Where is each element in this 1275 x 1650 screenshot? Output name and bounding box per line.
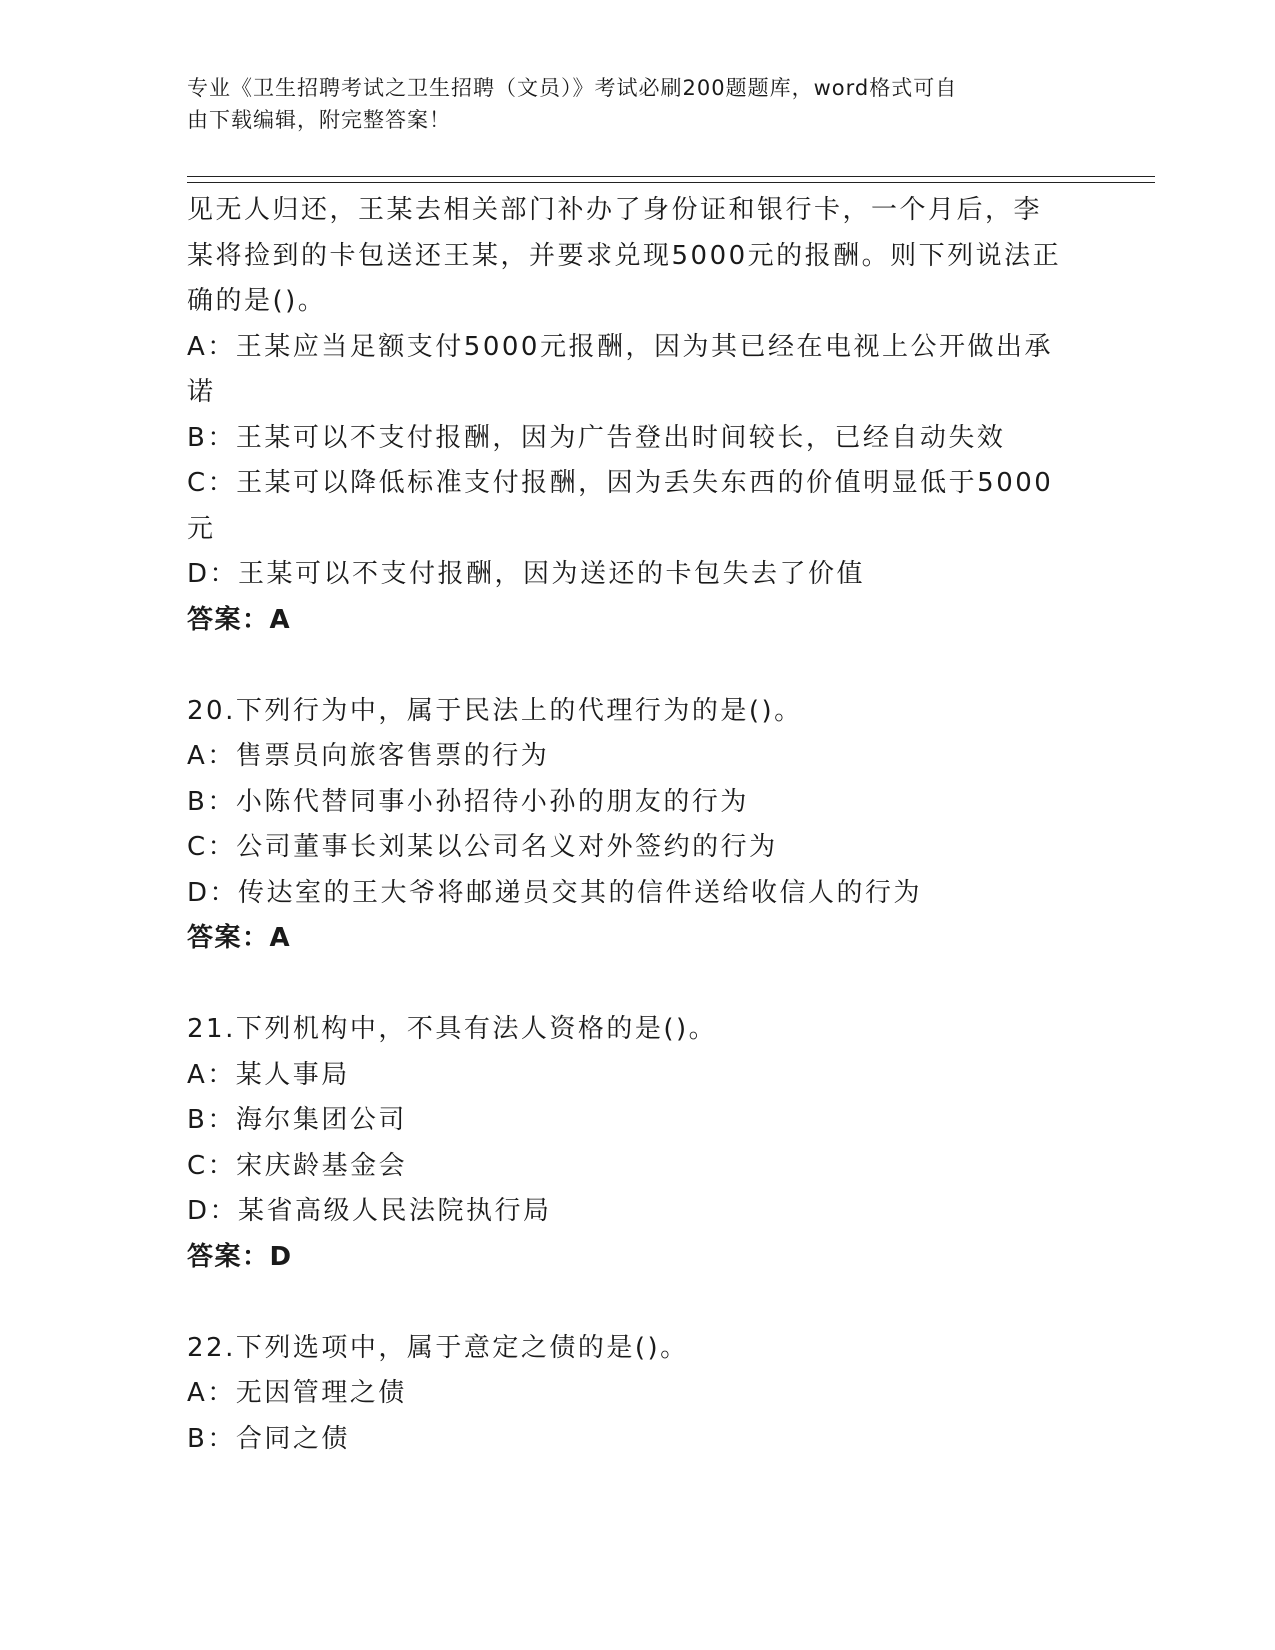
header-title-line-1: 专业《卫生招聘考试之卫生招聘（文员）》考试必刷200题题库，word格式可自	[187, 76, 958, 100]
question-19	[187, 188, 1087, 643]
option-a: A：售票员向旅客售票的行为	[187, 741, 550, 771]
option-d: D：王某可以不支付报酬，因为送还的卡包失去了价值	[187, 559, 866, 589]
option-b: B：小陈代替同事小孙招待小孙的朋友的行为	[187, 786, 749, 817]
option-b: B：海尔集团公司	[187, 1105, 407, 1135]
spacer	[187, 1280, 1087, 1326]
answer: 答案：A	[187, 923, 292, 953]
option-a: A：王某应当足额支付5000元报酬，因为其已经在电视上公开做出承	[187, 331, 1053, 362]
option-d: D：传达室的王大爷将邮递员交其的信件送给收信人的行为	[187, 877, 923, 908]
spacer	[187, 643, 1087, 689]
option-c: C：王某可以降低标准支付报酬，因为丢失东西的价值明显低于5000	[187, 468, 1054, 498]
question-stem: 21.下列机构中，不具有法人资格的是()。	[187, 1014, 718, 1044]
question-stem-line: 见无人归还，王某去相关部门补办了身份证和银行卡，一个月后，李	[187, 195, 1043, 225]
option-c: C：宋庆龄基金会	[187, 1150, 408, 1181]
option-a: A：某人事局	[187, 1059, 350, 1090]
question-stem: 20.下列行为中，属于民法上的代理行为的是()。	[187, 695, 803, 726]
question-21	[187, 1007, 1087, 1280]
option-c-continued: 元	[187, 513, 216, 544]
option-b: B：合同之债	[187, 1423, 350, 1454]
option-d: D：某省高级人民法院执行局	[187, 1196, 552, 1226]
question-stem-line: 确的是()。	[187, 286, 327, 316]
question-stem: 22.下列选项中，属于意定之债的是()。	[187, 1332, 689, 1363]
question-list	[187, 188, 1087, 1462]
header-divider-top	[187, 176, 1155, 177]
question-22	[187, 1326, 1087, 1463]
question-20	[187, 689, 1087, 962]
answer: 答案：D	[187, 1241, 293, 1272]
header-divider-bottom	[187, 182, 1155, 183]
spacer	[187, 962, 1087, 1008]
document-header	[187, 72, 1067, 136]
option-a: A：无因管理之债	[187, 1378, 407, 1408]
option-a-continued: 诺	[187, 377, 216, 407]
answer: 答案：A	[187, 604, 292, 635]
option-c: C：公司董事长刘某以公司名义对外签约的行为	[187, 832, 778, 862]
option-b: B：王某可以不支付报酬，因为广告登出时间较长，已经自动失效	[187, 422, 1006, 453]
header-title-line-2: 由下载编辑，附完整答案！	[187, 108, 451, 132]
question-stem-line: 某将捡到的卡包送还王某，并要求兑现5000元的报酬。则下列说法正	[187, 240, 1062, 271]
